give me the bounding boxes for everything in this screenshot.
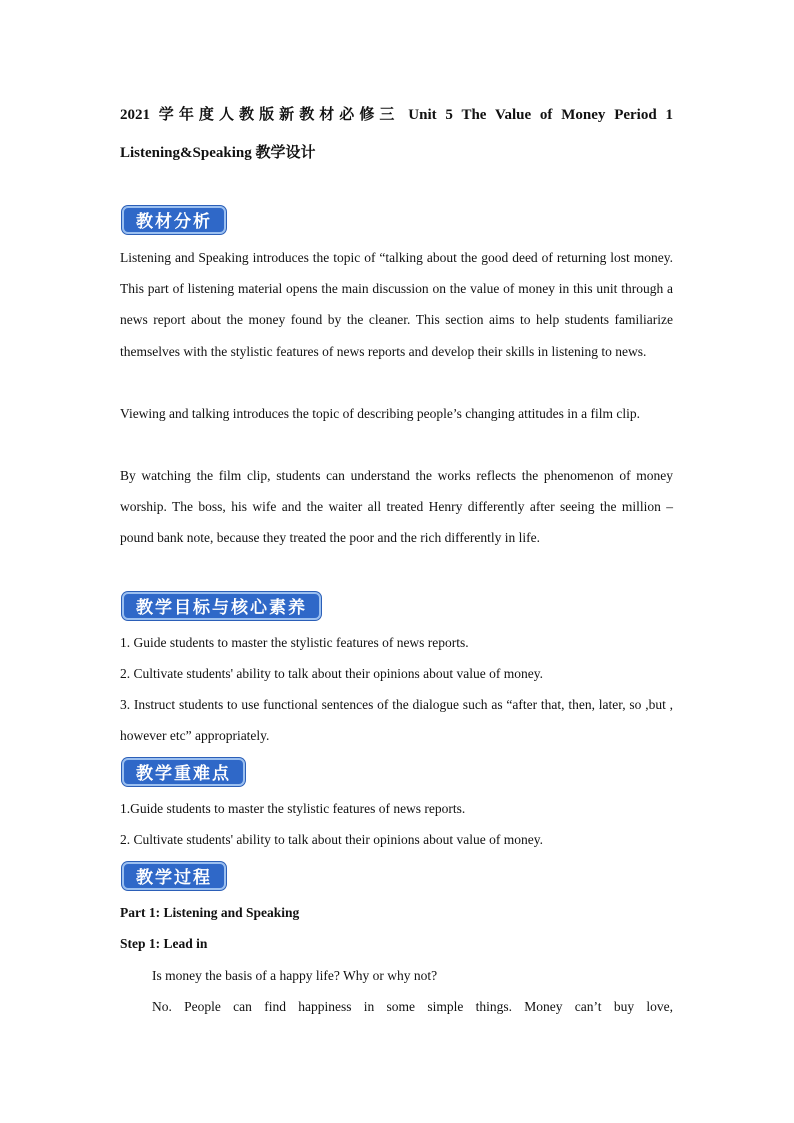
section-heading-analysis: 教材分析 <box>122 206 226 234</box>
objective-item-1: 1. Guide students to master the stylistic features of news reports. <box>120 635 469 650</box>
lead-in-question: Is money the basis of a happy life? Why or why not? <box>152 968 438 983</box>
key-point-item-1: 1.Guide students to master the stylistic features of news reports. <box>120 801 466 816</box>
process-step-heading: Step 1: Lead in <box>120 936 208 951</box>
analysis-paragraph-1: Listening and Speaking introduces the topic of “talking about the good deed of returning lost money. This part of listening material opens the main discussion on the value of money in this unit through a news report about the money found by the cleaner. This section aims to help students familiarize themselves with the stylistic features of news reports and develop their skills in listening to news. <box>120 250 673 359</box>
objective-item-2: 2. Cultivate students' ability to talk about their opinions about value of money. <box>120 666 543 681</box>
process-part-heading: Part 1: Listening and Speaking <box>120 905 300 920</box>
document-title: 2021 学年度人教版新教材必修三 Unit 5 The Value of Money Period 1 Listening&Speaking 教学设计 <box>120 107 673 161</box>
section-heading-objectives: 教学目标与核心素养 <box>122 592 321 620</box>
analysis-paragraph-2: Viewing and talking introduces the topic of describing people’s changing attitudes in a film clip. <box>120 406 640 421</box>
section-heading-process: 教学过程 <box>122 862 226 890</box>
analysis-paragraph-3: By watching the film clip, students can understand the works reflects the phenomenon of money worship. The boss, his wife and the waiter all treated Henry differently after seeing the million –pound bank note, because they treated the poor and the rich differently in life. <box>120 468 673 546</box>
key-point-item-2: 2. Cultivate students' ability to talk about their opinions about value of money. <box>120 832 543 847</box>
objective-item-3: 3. Instruct students to use functional sentences of the dialogue such as “after that, then, later, so ,but , however etc” appropriately. <box>120 697 673 744</box>
lead-in-answer: No. People can find happiness in some simple things. Money can’t buy love, <box>152 999 673 1014</box>
section-heading-key-points: 教学重难点 <box>122 758 245 786</box>
